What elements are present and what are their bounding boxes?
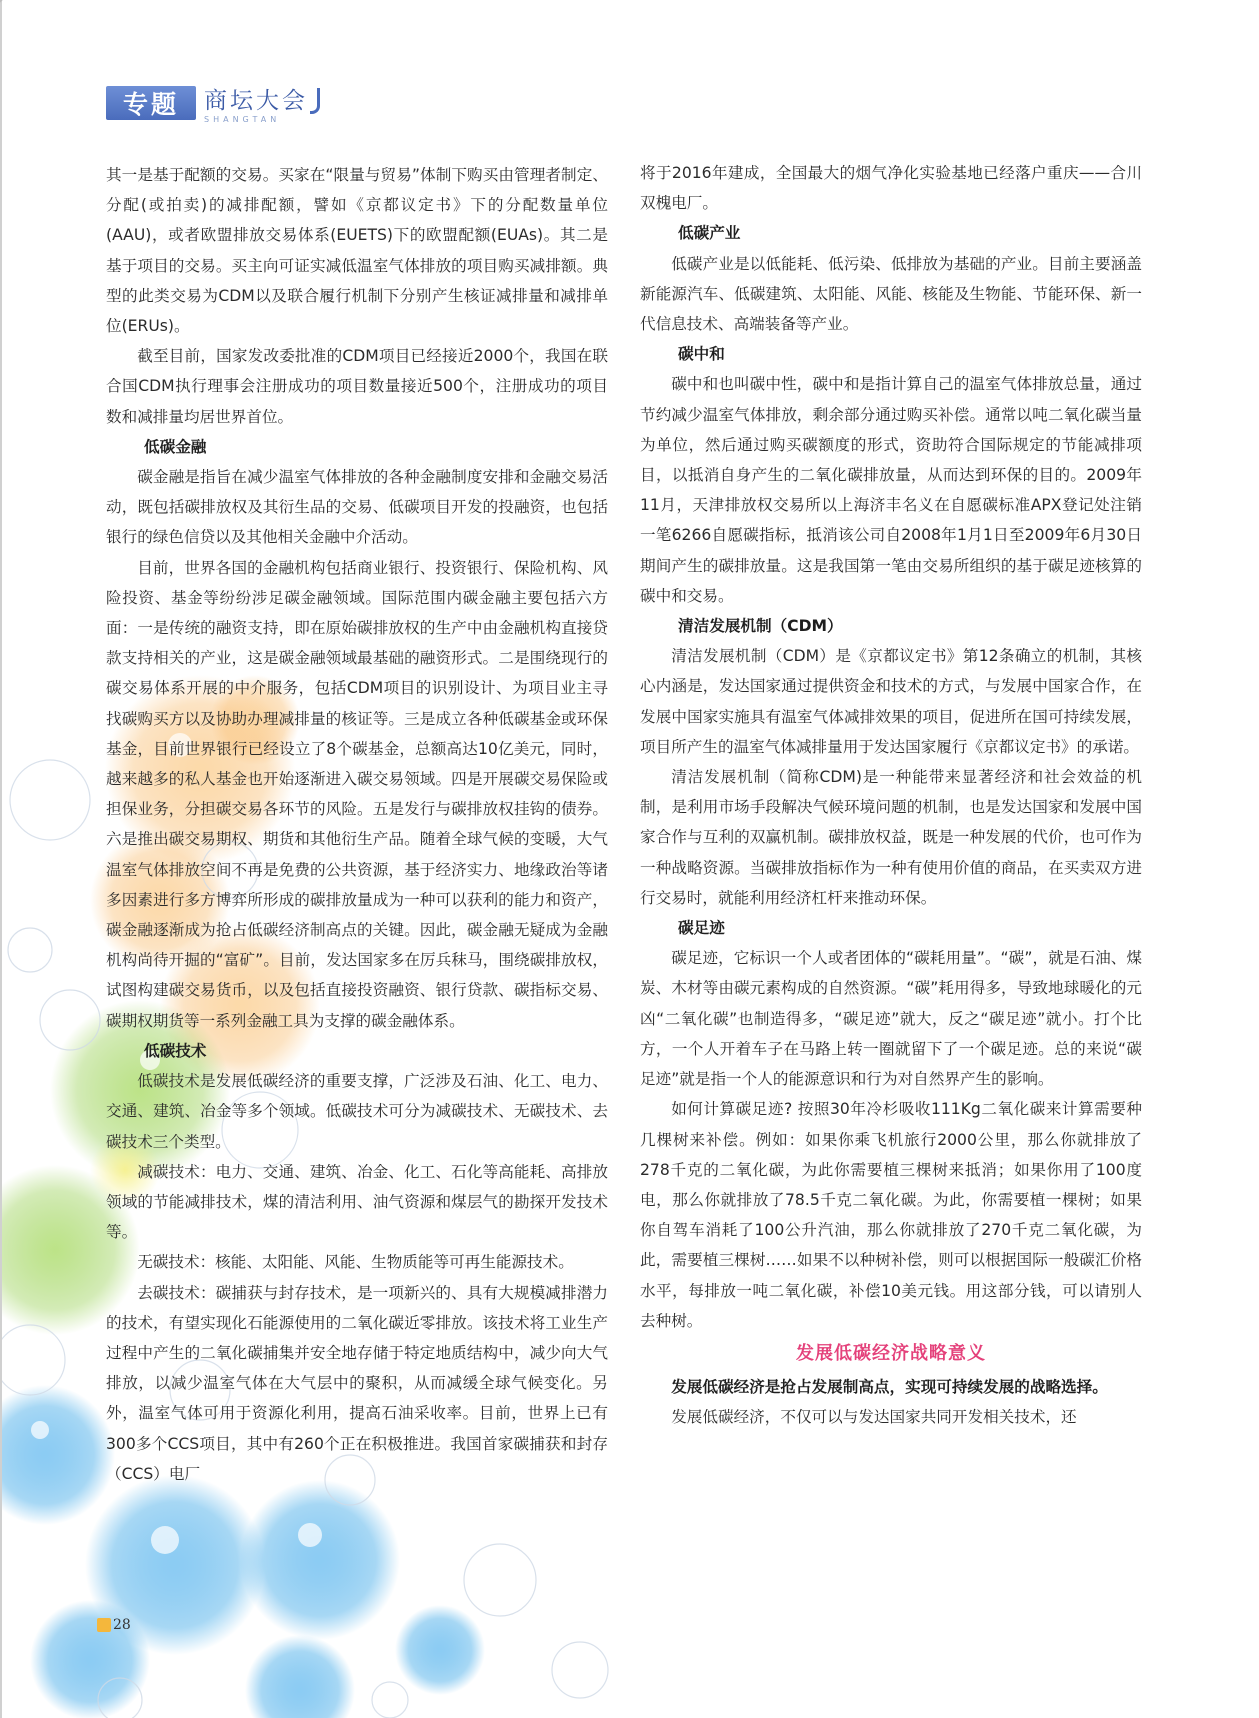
section-name-block xyxy=(204,86,308,124)
paragraph: 清洁发展机制（CDM）是《京都议定书》第12条确立的机制，其核心内涵是，发达国家通过提供资金和技术的方式，与发展中国家合作，在发展中国家实施具有温室气体减排效果的项目，促进所在国可持续发展，项目所产生的温室气体减排量用于发达国家履行《京都议定书》的承诺。 xyxy=(640,647,1142,756)
paragraph: 低碳产业是以低能耗、低污染、低排放为基础的产业。目前主要涵盖新能源汽车、低碳建筑、太阳能、风能、核能及生物能、节能环保、新一代信息技术、高端装备等产业。 xyxy=(640,254,1142,334)
subheading-carbon-footprint: 碳足迹 xyxy=(678,919,725,938)
page-corner-fold xyxy=(0,0,36,36)
subheading-cdm: 清洁发展机制（CDM） xyxy=(678,617,843,636)
page-header xyxy=(106,86,320,126)
paragraph: 碳中和也叫碳中性，碳中和是指计算自己的温室气体排放总量，通过节约减少温室气体排放，剩余部分通过购买补偿。通常以吨二氧化碳当量为单位，然后通过购买碳额度的形式，资助符合国际规定的节能减排项目，以抵消自身产生的二氧化碳排放量，从而达到环保的目的。2009年11月，天津排放权交易所以上海济丰名义在自愿碳标准APX登记处注销一笔6266自愿碳指标，抵消该公司自2008年1月1日至2009年6月30日期间产生的碳排放量。这是我国第一笔由交易所组织的基于碳足迹核算的碳中和交易。 xyxy=(640,375,1142,605)
paragraph: 碳金融是指旨在减少温室气体排放的各种金融制度安排和金融交易活动，既包括碳排放权及其衍生品的交易、低碳项目开发的投融资，也包括银行的绿色信贷以及其他相关金融中介活动。 xyxy=(106,468,608,547)
section-title: 商坛大会 xyxy=(204,88,308,114)
topic-label: 专题 xyxy=(106,86,196,120)
left-column xyxy=(106,160,608,1489)
paragraph: 低碳技术是发展低碳经济的重要支撑，广泛涉及石油、化工、电力、交通、建筑、冶金等多个领域。低碳技术可分为减碳技术、无碳技术、去碳技术三个类型。 xyxy=(106,1072,608,1151)
paragraph: 发展低碳经济，不仅可以与发达国家共同开发相关技术，还 xyxy=(671,1408,1077,1427)
subheading-carbon-neutral: 碳中和 xyxy=(678,345,725,364)
page-edge-line xyxy=(0,0,2,1718)
paragraph: 清洁发展机制（简称CDM)是一种能带来显著经济和社会效益的机制，是利用市场手段解决气候环境问题的机制，也是发达国家和发展中国家合作与互利的双赢机制。碳排放权益，既是一种发展的代价，也可作为一种战略资源。当碳排放指标作为一种有使用价值的商品，在买卖双方进行交易时，就能利用经济杠杆来推动环保。 xyxy=(640,768,1142,907)
lead-paragraph: 发展低碳经济是抢占发展制高点，实现可持续发展的战略选择。 xyxy=(671,1377,1108,1396)
right-column xyxy=(640,158,1142,1432)
paragraph: 其一是基于配额的交易。买家在“限量与贸易”体制下购买由管理者制定、分配(或拍卖)的减排配额，譬如《京都议定书》下的分配数量单位(AAU)，或者欧盟排放交易体系(EUETS)下的欧盟配额(EUAs)。其二是基于项目的交易。买主向可证实减低温室气体排放的项目购买减排额。典型的此类交易为CDM以及联合履行机制下分别产生核证减排量和减排单位(ERUs)。 xyxy=(106,166,608,336)
subheading-low-carbon-finance: 低碳金融 xyxy=(144,437,207,456)
paragraph: 截至目前，国家发改委批准的CDM项目已经接近2000个，我国在联合国CDM执行理事会注册成功的项目数量接近500个，注册成功的项目数和减排量均居世界首位。 xyxy=(106,347,608,426)
paragraph: 减碳技术：电力、交通、建筑、冶金、化工、石化等高能耗、高排放领域的节能减排技术，煤的清洁利用、油气资源和煤层气的勘探开发技术等。 xyxy=(106,1162,608,1242)
section-subtitle: SHANGTAN xyxy=(204,115,281,124)
paragraph: 去碳技术：碳捕获与封存技术，是一项新兴的、具有大规模减排潜力的技术，有望实现化石能源使用的二氧化碳近零排放。该技术将工业生产过程中产生的二氧化碳捕集并安全地存储于特定地质结构中，减少向大气排放，以减少温室气体在大气层中的聚积，从而减缓全球气候变化。另外，温室气体可用于资源化利用，提高石油采收率。目前，世界上已有300多个CCS项目，其中有260个正在积极推进。我国首家碳捕获和封存（CCS）电厂 xyxy=(106,1283,608,1483)
subheading-low-carbon-industry: 低碳产业 xyxy=(678,224,741,243)
magazine-logo-icon xyxy=(97,1618,111,1632)
paragraph: 如何计算碳足迹? 按照30年冷杉吸收111Kg二氧化碳来计算需要种几棵树来补偿。例如：如果你乘飞机旅行2000公里，那么你就排放了278千克的二氧化碳，为此你需要植三棵树来抵消；如果你用了100度电，那么你就排放了78.5千克二氧化碳。为此，你需要植一棵树；如果你自驾车消耗了100公升汽油，那么你就排放了270千克二氧化碳，为此，需要植三棵树……如果不以种树补偿，则可以根据国际一般碳汇价格水平，每排放一吨二氧化碳，补偿10美元钱。用这部分钱，可以请别人去种树。 xyxy=(640,1100,1142,1330)
bracket-icon xyxy=(310,88,320,114)
section-heading-strategic-significance: 发展低碳经济战略意义 xyxy=(796,1342,986,1364)
page-number: 28 xyxy=(113,1617,131,1633)
page-number-block xyxy=(97,1617,131,1633)
subheading-low-carbon-technology: 低碳技术 xyxy=(144,1041,207,1060)
paragraph: 将于2016年建成，全国最大的烟气净化实验基地已经落户重庆——合川双槐电厂。 xyxy=(640,164,1142,213)
paragraph: 目前，世界各国的金融机构包括商业银行、投资银行、保险机构、风险投资、基金等纷纷涉足碳金融领域。国际范围内碳金融主要包括六方面：一是传统的融资支持，即在原始碳排放权的生产中由金融机构直接贷款支持相关的产业，这是碳金融领域最基础的融资形式。二是围绕现行的碳交易体系开展的中介服务，包括CDM项目的识别设计、为项目业主寻找碳购买方以及协助办理减排量的核证等。三是成立各种低碳基金或环保基金，目前世界银行已经设立了8个碳基金，总额高达10亿美元，同时，越来越多的私人基金也开始逐渐进入碳交易领域。四是开展碳交易保险或担保业务，分担碳交易各环节的风险。五是发行与碳排放权挂钩的债券。六是推出碳交易期权、期货和其他衍生产品。随着全球气候的变暖，大气温室气体排放空间不再是免费的公共资源，基于经济实力、地缘政治等诸多因素进行多方博弈所形成的碳排放量成为一种可以获利的能力和资产，碳金融逐渐成为抢占低碳经济制高点的关键。因此，碳金融无疑成为金融机构尚待开掘的“富矿”。目前，发达国家多在厉兵秣马，围绕碳排放权，试图构建碳交易货币，以及包括直接投资融资、银行贷款、碳指标交易、碳期权期货等一系列金融工具为支撑的碳金融体系。 xyxy=(106,558,608,1030)
paragraph: 碳足迹，它标识一个人或者团体的“碳耗用量”。“碳”，就是石油、煤炭、木材等由碳元素构成的自然资源。“碳”耗用得多，导致地球暖化的元凶“二氧化碳”也制造得多，“碳足迹”就大，反之“碳足迹”就小。打个比方，一个人开着车子在马路上转一圈就留下了一个碳足迹。总的来说“碳足迹”就是指一个人的能源意识和行为对自然界产生的影响。 xyxy=(640,949,1142,1089)
paragraph: 无碳技术：核能、太阳能、风能、生物质能等可再生能源技术。 xyxy=(137,1253,574,1272)
